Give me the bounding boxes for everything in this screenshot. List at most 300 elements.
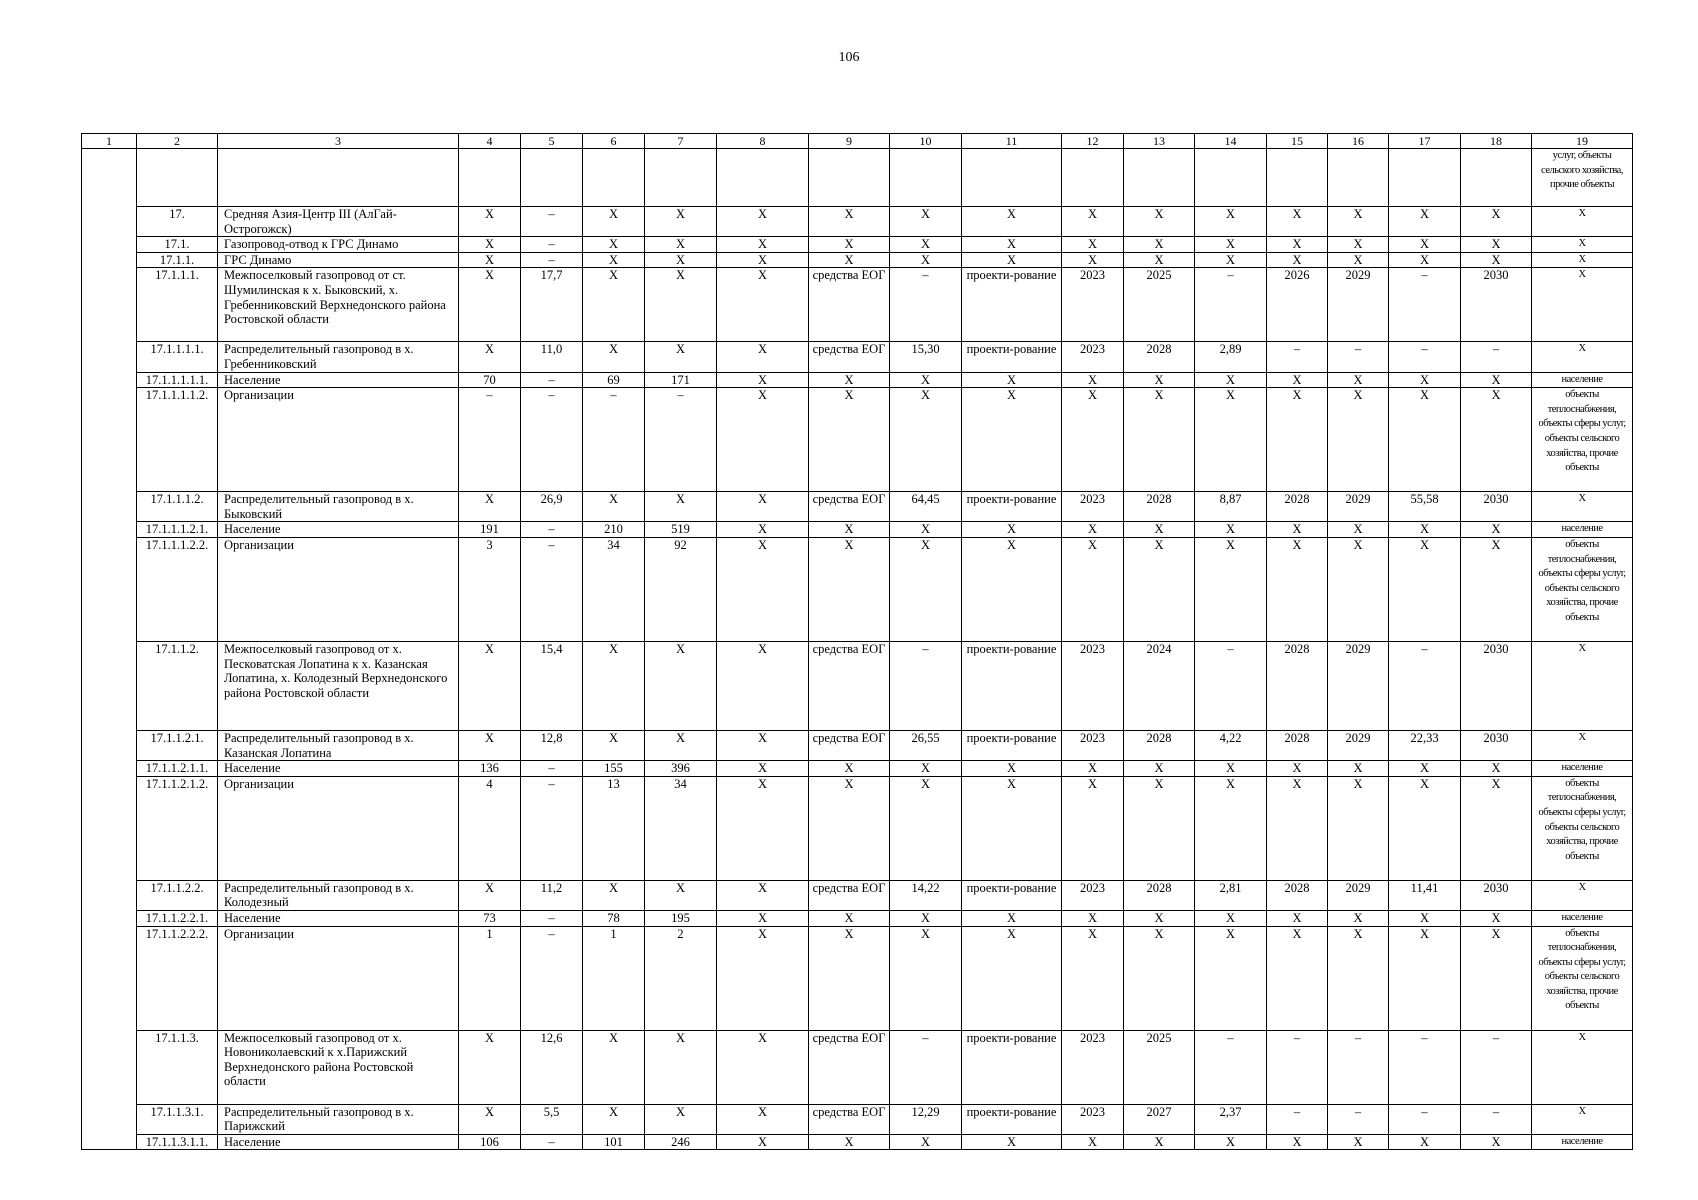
cell-col-8: X <box>717 641 809 730</box>
cell-col-12: X <box>1062 388 1124 492</box>
cell-col-16: X <box>1328 207 1389 237</box>
cell-col-13: 2028 <box>1124 342 1195 372</box>
header-cell: 16 <box>1328 134 1389 149</box>
cell-col-9: средства ЕОГ <box>809 641 890 730</box>
cell-col-3: Газопровод-отвод к ГРС Динамо <box>218 237 459 253</box>
cell-col-4 <box>459 149 521 207</box>
cell-col-9: X <box>809 910 890 926</box>
cell-col-19: объекты теплоснабжения, объекты сферы услуг, объекты сельского хозяйства, прочие объекты <box>1532 776 1633 880</box>
cell-col-2: 17.1.1.2.1.1. <box>137 761 218 777</box>
cell-col-19: объекты теплоснабжения, объекты сферы услуг, объекты сельского хозяйства, прочие объекты <box>1532 388 1633 492</box>
cell-col-8: X <box>717 761 809 777</box>
cell-col-18: X <box>1461 910 1532 926</box>
cell-col-18 <box>1461 149 1532 207</box>
cell-col-13: X <box>1124 237 1195 253</box>
cell-col-11: X <box>962 1134 1062 1150</box>
cell-col-9: X <box>809 776 890 880</box>
cell-col-14: 2,89 <box>1195 342 1267 372</box>
cell-col-4: 136 <box>459 761 521 777</box>
cell-col-15: X <box>1267 372 1328 388</box>
cell-col-18: 2030 <box>1461 730 1532 760</box>
cell-col-3: Межпоселковый газопровод от ст. Шумилинская к х. Быковский, х. Гребенниковский Верхнедонского района Ростовской области <box>218 268 459 342</box>
cell-col-17: X <box>1389 207 1461 237</box>
cell-col-17: X <box>1389 910 1461 926</box>
cell-col-2: 17.1.1.2.1.2. <box>137 776 218 880</box>
cell-col-5 <box>521 149 583 207</box>
cell-col-7: 396 <box>645 761 717 777</box>
cell-col-9: X <box>809 926 890 1030</box>
cell-col-14: X <box>1195 207 1267 237</box>
page-number: 106 <box>838 50 860 65</box>
cell-col-13: X <box>1124 372 1195 388</box>
cell-col-9: X <box>809 252 890 268</box>
cell-col-8: X <box>717 372 809 388</box>
cell-col-4: X <box>459 237 521 253</box>
cell-col-19: X <box>1532 492 1633 522</box>
cell-col-8: X <box>717 1134 809 1150</box>
cell-col-18: X <box>1461 761 1532 777</box>
cell-col-8: X <box>717 910 809 926</box>
cell-col-19: X <box>1532 1104 1633 1134</box>
cell-col-15 <box>1267 149 1328 207</box>
cell-col-3: Распределительный газопровод в х. Колодезный <box>218 880 459 910</box>
cell-col-19: население <box>1532 910 1633 926</box>
table-row <box>82 492 1633 522</box>
cell-col-9: средства ЕОГ <box>809 1104 890 1134</box>
cell-col-4: X <box>459 880 521 910</box>
cell-col-2 <box>137 149 218 207</box>
cell-col-15: X <box>1267 252 1328 268</box>
cell-col-2: 17.1.1.1.2.1. <box>137 522 218 538</box>
cell-col-11: X <box>962 207 1062 237</box>
cell-col-18: 2030 <box>1461 492 1532 522</box>
cell-col-19: X <box>1532 252 1633 268</box>
cell-col-6: X <box>583 1104 645 1134</box>
cell-col-16: X <box>1328 761 1389 777</box>
cell-col-10: 26,55 <box>890 730 962 760</box>
table-row <box>82 252 1633 268</box>
cell-col-7: X <box>645 268 717 342</box>
cell-col-11: проекти-рование <box>962 641 1062 730</box>
cell-col-6: X <box>583 252 645 268</box>
cell-col-11: проекти-рование <box>962 880 1062 910</box>
cell-col-17: 55,58 <box>1389 492 1461 522</box>
cell-col-16: 2029 <box>1328 492 1389 522</box>
table-row <box>82 880 1633 910</box>
table-row <box>82 641 1633 730</box>
cell-col-3: Организации <box>218 388 459 492</box>
cell-col-17: X <box>1389 252 1461 268</box>
cell-col-16: X <box>1328 776 1389 880</box>
cell-col-14: X <box>1195 237 1267 253</box>
cell-col-17: X <box>1389 926 1461 1030</box>
cell-col-18: 2030 <box>1461 268 1532 342</box>
cell-col-4: X <box>459 252 521 268</box>
cell-col-16: 2029 <box>1328 880 1389 910</box>
header-cell: 6 <box>583 134 645 149</box>
cell-col-4: X <box>459 1104 521 1134</box>
cell-col-17: X <box>1389 372 1461 388</box>
cell-col-2: 17.1.1.1.2.2. <box>137 537 218 641</box>
cell-col-5: 5,5 <box>521 1104 583 1134</box>
table-row <box>82 237 1633 253</box>
cell-col-5: 12,8 <box>521 730 583 760</box>
header-cell: 17 <box>1389 134 1461 149</box>
cell-col-7: 92 <box>645 537 717 641</box>
cell-col-5: – <box>521 372 583 388</box>
cell-col-12: 2023 <box>1062 730 1124 760</box>
cell-col-7: – <box>645 388 717 492</box>
cell-col-11 <box>962 149 1062 207</box>
cell-col-4: X <box>459 207 521 237</box>
cell-col-18: X <box>1461 776 1532 880</box>
cell-col-8: X <box>717 1104 809 1134</box>
cell-col-10: X <box>890 910 962 926</box>
cell-col-18: X <box>1461 537 1532 641</box>
cell-col-6 <box>583 149 645 207</box>
cell-col-10: X <box>890 372 962 388</box>
cell-col-5: 11,0 <box>521 342 583 372</box>
cell-col-10: X <box>890 537 962 641</box>
cell-col-15: – <box>1267 1104 1328 1134</box>
cell-col-19: население <box>1532 1134 1633 1150</box>
cell-col-5: 15,4 <box>521 641 583 730</box>
cell-col-7: X <box>645 237 717 253</box>
cell-col-11: проекти-рование <box>962 492 1062 522</box>
cell-col-14: X <box>1195 522 1267 538</box>
cell-col-12: 2023 <box>1062 1104 1124 1134</box>
cell-col-15: X <box>1267 237 1328 253</box>
cell-col-14 <box>1195 149 1267 207</box>
cell-col-7: 2 <box>645 926 717 1030</box>
header-cell: 14 <box>1195 134 1267 149</box>
cell-col-16: – <box>1328 1104 1389 1134</box>
table-row <box>82 1134 1633 1150</box>
cell-col-13: X <box>1124 910 1195 926</box>
table-row <box>82 372 1633 388</box>
cell-col-19: население <box>1532 522 1633 538</box>
cell-col-14: – <box>1195 1030 1267 1104</box>
cell-col-13: 2027 <box>1124 1104 1195 1134</box>
cell-col-9: X <box>809 537 890 641</box>
cell-col-5: – <box>521 388 583 492</box>
table-row <box>82 149 1633 207</box>
header-cell: 10 <box>890 134 962 149</box>
cell-col-6: 78 <box>583 910 645 926</box>
cell-col-2: 17.1. <box>137 237 218 253</box>
cell-col-2: 17.1.1.3.1.1. <box>137 1134 218 1150</box>
cell-col-10: X <box>890 388 962 492</box>
cell-col-10: X <box>890 522 962 538</box>
cell-col-2: 17.1.1.1. <box>137 268 218 342</box>
cell-col-6: X <box>583 1030 645 1104</box>
cell-col-15: 2028 <box>1267 880 1328 910</box>
cell-col-17: – <box>1389 641 1461 730</box>
cell-col-15: 2028 <box>1267 641 1328 730</box>
cell-col-18: – <box>1461 342 1532 372</box>
cell-col-6: 210 <box>583 522 645 538</box>
cell-col-8: X <box>717 522 809 538</box>
cell-col-5: 11,2 <box>521 880 583 910</box>
cell-col-19: X <box>1532 880 1633 910</box>
cell-col-10 <box>890 149 962 207</box>
cell-col-17: 22,33 <box>1389 730 1461 760</box>
cell-col-2: 17.1.1.3. <box>137 1030 218 1104</box>
cell-col-13: X <box>1124 926 1195 1030</box>
cell-col-16: X <box>1328 388 1389 492</box>
header-cell: 11 <box>962 134 1062 149</box>
cell-col-12: X <box>1062 372 1124 388</box>
cell-col-7 <box>645 149 717 207</box>
column-1-cell <box>82 149 137 1150</box>
cell-col-10: X <box>890 252 962 268</box>
cell-col-12: X <box>1062 522 1124 538</box>
header-cell: 13 <box>1124 134 1195 149</box>
cell-col-8: X <box>717 388 809 492</box>
cell-col-19: объекты теплоснабжения, объекты сферы услуг, объекты сельского хозяйства, прочие объекты <box>1532 537 1633 641</box>
cell-col-7: 171 <box>645 372 717 388</box>
cell-col-4: X <box>459 342 521 372</box>
cell-col-10: 15,30 <box>890 342 962 372</box>
cell-col-5: – <box>521 910 583 926</box>
cell-col-18: – <box>1461 1030 1532 1104</box>
cell-col-14: 8,87 <box>1195 492 1267 522</box>
cell-col-9 <box>809 149 890 207</box>
cell-col-2: 17.1.1. <box>137 252 218 268</box>
cell-col-19: население <box>1532 761 1633 777</box>
cell-col-8: X <box>717 730 809 760</box>
cell-col-15: X <box>1267 388 1328 492</box>
cell-col-9: X <box>809 522 890 538</box>
header-cell: 3 <box>218 134 459 149</box>
cell-col-11: X <box>962 776 1062 880</box>
cell-col-14: 4,22 <box>1195 730 1267 760</box>
cell-col-14: X <box>1195 910 1267 926</box>
cell-col-15: X <box>1267 537 1328 641</box>
cell-col-6: X <box>583 730 645 760</box>
header-cell: 19 <box>1532 134 1633 149</box>
cell-col-16: X <box>1328 372 1389 388</box>
cell-col-8: X <box>717 268 809 342</box>
cell-col-13: X <box>1124 1134 1195 1150</box>
cell-col-2: 17. <box>137 207 218 237</box>
cell-col-2: 17.1.1.1.1.1. <box>137 372 218 388</box>
cell-col-8 <box>717 149 809 207</box>
cell-col-7: X <box>645 492 717 522</box>
cell-col-9: средства ЕОГ <box>809 880 890 910</box>
cell-col-13: 2028 <box>1124 730 1195 760</box>
cell-col-14: X <box>1195 372 1267 388</box>
cell-col-13: X <box>1124 761 1195 777</box>
cell-col-9: средства ЕОГ <box>809 1030 890 1104</box>
cell-col-12: 2023 <box>1062 880 1124 910</box>
cell-col-7: X <box>645 1030 717 1104</box>
cell-col-13: X <box>1124 522 1195 538</box>
cell-col-10: – <box>890 641 962 730</box>
cell-col-15: X <box>1267 207 1328 237</box>
cell-col-12: 2023 <box>1062 1030 1124 1104</box>
cell-col-7: 34 <box>645 776 717 880</box>
cell-col-13: 2024 <box>1124 641 1195 730</box>
table-row <box>82 926 1633 1030</box>
cell-col-3: Межпоселковый газопровод от х. Новониколаевский к х.Парижский Верхнедонского района Ростовской области <box>218 1030 459 1104</box>
header-cell: 18 <box>1461 134 1532 149</box>
cell-col-12: X <box>1062 207 1124 237</box>
cell-col-17: – <box>1389 1030 1461 1104</box>
cell-col-13: 2028 <box>1124 880 1195 910</box>
cell-col-7: 195 <box>645 910 717 926</box>
cell-col-14: 2,81 <box>1195 880 1267 910</box>
cell-col-14: X <box>1195 1134 1267 1150</box>
cell-col-3: Организации <box>218 776 459 880</box>
cell-col-14: X <box>1195 252 1267 268</box>
table-row <box>82 1104 1633 1134</box>
cell-col-7: X <box>645 641 717 730</box>
cell-col-7: X <box>645 880 717 910</box>
cell-col-19: X <box>1532 1030 1633 1104</box>
cell-col-15: X <box>1267 776 1328 880</box>
cell-col-14: – <box>1195 268 1267 342</box>
cell-col-12: X <box>1062 1134 1124 1150</box>
cell-col-4: X <box>459 641 521 730</box>
cell-col-2: 17.1.1.2. <box>137 641 218 730</box>
cell-col-18: X <box>1461 237 1532 253</box>
cell-col-11: X <box>962 522 1062 538</box>
cell-col-9: X <box>809 237 890 253</box>
cell-col-17: 11,41 <box>1389 880 1461 910</box>
cell-col-18: – <box>1461 1104 1532 1134</box>
cell-col-5: 26,9 <box>521 492 583 522</box>
cell-col-17: – <box>1389 342 1461 372</box>
cell-col-5: – <box>521 537 583 641</box>
cell-col-10: – <box>890 1030 962 1104</box>
cell-col-16: X <box>1328 522 1389 538</box>
cell-col-2: 17.1.1.1.2. <box>137 492 218 522</box>
cell-col-5: – <box>521 237 583 253</box>
cell-col-5: – <box>521 522 583 538</box>
table-row <box>82 268 1633 342</box>
cell-col-9: средства ЕОГ <box>809 342 890 372</box>
cell-col-8: X <box>717 342 809 372</box>
cell-col-14: X <box>1195 761 1267 777</box>
table-row <box>82 761 1633 777</box>
cell-col-17: X <box>1389 388 1461 492</box>
cell-col-12: X <box>1062 761 1124 777</box>
cell-col-2: 17.1.1.2.1. <box>137 730 218 760</box>
cell-col-2: 17.1.1.2.2. <box>137 880 218 910</box>
cell-col-15: 2028 <box>1267 730 1328 760</box>
cell-col-2: 17.1.1.3.1. <box>137 1104 218 1134</box>
cell-col-7: X <box>645 1104 717 1134</box>
cell-col-12: X <box>1062 926 1124 1030</box>
cell-col-17: – <box>1389 268 1461 342</box>
cell-col-11: X <box>962 237 1062 253</box>
cell-col-13: 2028 <box>1124 492 1195 522</box>
cell-col-18: X <box>1461 207 1532 237</box>
cell-col-9: средства ЕОГ <box>809 492 890 522</box>
cell-col-11: X <box>962 537 1062 641</box>
header-cell: 15 <box>1267 134 1328 149</box>
cell-col-17: X <box>1389 522 1461 538</box>
table-row <box>82 1030 1633 1104</box>
cell-col-2: 17.1.1.1.1.2. <box>137 388 218 492</box>
cell-col-4: 4 <box>459 776 521 880</box>
cell-col-17 <box>1389 149 1461 207</box>
cell-col-8: X <box>717 537 809 641</box>
cell-col-16: X <box>1328 926 1389 1030</box>
cell-col-10: X <box>890 926 962 1030</box>
cell-col-19: услуг, объекты сельского хозяйства, прочие объекты <box>1532 149 1633 207</box>
cell-col-10: – <box>890 268 962 342</box>
cell-col-11: проекти-рование <box>962 268 1062 342</box>
cell-col-4: 73 <box>459 910 521 926</box>
cell-col-9: X <box>809 1134 890 1150</box>
cell-col-3: ГРС Динамо <box>218 252 459 268</box>
cell-col-10: 14,22 <box>890 880 962 910</box>
cell-col-6: X <box>583 342 645 372</box>
cell-col-11: проекти-рование <box>962 1104 1062 1134</box>
cell-col-8: X <box>717 207 809 237</box>
cell-col-8: X <box>717 252 809 268</box>
cell-col-14: X <box>1195 537 1267 641</box>
cell-col-4: 3 <box>459 537 521 641</box>
cell-col-3: Организации <box>218 537 459 641</box>
cell-col-19: X <box>1532 268 1633 342</box>
cell-col-12: 2023 <box>1062 268 1124 342</box>
cell-col-16: X <box>1328 910 1389 926</box>
cell-col-12: X <box>1062 252 1124 268</box>
cell-col-6: 69 <box>583 372 645 388</box>
cell-col-19: X <box>1532 237 1633 253</box>
cell-col-2: 17.1.1.1.1. <box>137 342 218 372</box>
cell-col-15: – <box>1267 342 1328 372</box>
cell-col-9: средства ЕОГ <box>809 268 890 342</box>
cell-col-11: X <box>962 252 1062 268</box>
cell-col-3: Средняя Азия-Центр III (АлГай-Острогожск) <box>218 207 459 237</box>
cell-col-10: X <box>890 761 962 777</box>
cell-col-15: X <box>1267 910 1328 926</box>
cell-col-12 <box>1062 149 1124 207</box>
cell-col-6: X <box>583 237 645 253</box>
cell-col-9: средства ЕОГ <box>809 730 890 760</box>
cell-col-4: 1 <box>459 926 521 1030</box>
cell-col-3: Население <box>218 522 459 538</box>
cell-col-18: X <box>1461 522 1532 538</box>
cell-col-12: 2023 <box>1062 342 1124 372</box>
cell-col-16: X <box>1328 237 1389 253</box>
cell-col-19: X <box>1532 207 1633 237</box>
cell-col-18: 2030 <box>1461 641 1532 730</box>
cell-col-2: 17.1.1.2.2.2. <box>137 926 218 1030</box>
cell-col-15: X <box>1267 761 1328 777</box>
cell-col-10: X <box>890 237 962 253</box>
cell-col-16: 2029 <box>1328 268 1389 342</box>
cell-col-15: X <box>1267 926 1328 1030</box>
cell-col-5: – <box>521 1134 583 1150</box>
cell-col-18: X <box>1461 926 1532 1030</box>
cell-col-7: X <box>645 342 717 372</box>
cell-col-13: X <box>1124 252 1195 268</box>
cell-col-14: – <box>1195 641 1267 730</box>
cell-col-6: X <box>583 492 645 522</box>
cell-col-3: Распределительный газопровод в х. Парижский <box>218 1104 459 1134</box>
cell-col-7: 246 <box>645 1134 717 1150</box>
cell-col-9: X <box>809 207 890 237</box>
cell-col-8: X <box>717 1030 809 1104</box>
cell-col-8: X <box>717 237 809 253</box>
cell-col-8: X <box>717 926 809 1030</box>
cell-col-5: – <box>521 207 583 237</box>
